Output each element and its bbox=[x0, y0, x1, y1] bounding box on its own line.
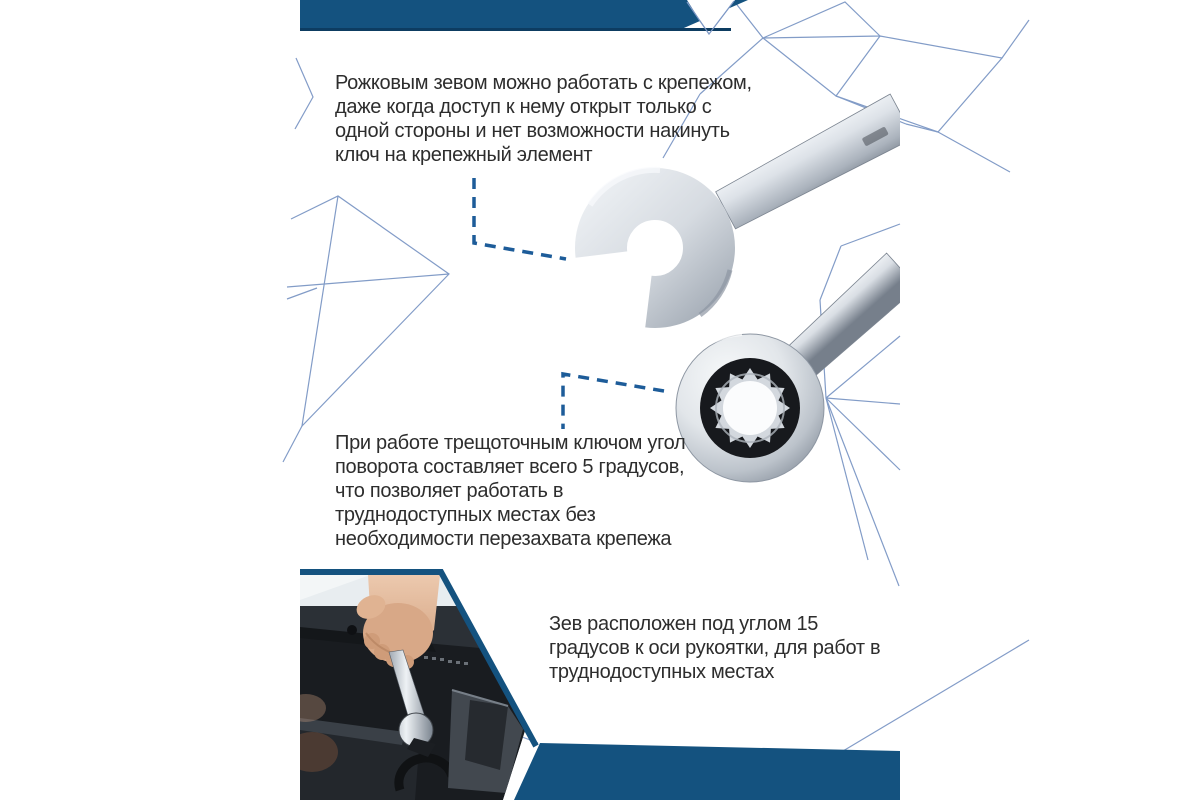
top-banner-shape bbox=[300, 0, 748, 31]
leader-line-ratchet bbox=[563, 374, 664, 429]
callout-line: одной стороны и нет возможности накинуть bbox=[335, 120, 730, 142]
callout-line: Зев расположен под углом 15 bbox=[549, 613, 819, 635]
callout-open-jaw-text bbox=[335, 71, 752, 167]
workshop-photo bbox=[286, 572, 536, 800]
callout-ratchet-text bbox=[335, 431, 685, 551]
top-banner bbox=[300, 0, 748, 35]
callout-offset-head-text bbox=[549, 612, 880, 684]
callout-line: При работе трещоточным ключом угол bbox=[335, 432, 686, 454]
callout-line: поворота составляет всего 5 градусов, bbox=[335, 456, 685, 478]
callout-line: градусов к оси рукоятки, для работ в bbox=[549, 637, 881, 659]
callout-line: труднодоступных местах bbox=[549, 661, 775, 683]
callout-line: что позволяет работать в bbox=[335, 480, 564, 502]
callout-line: Рожковым зевом можно работать с крепежом, bbox=[335, 72, 752, 94]
callout-line: ключ на крепежный элемент bbox=[335, 144, 593, 166]
callout-line: даже когда доступ к нему открыт только с bbox=[335, 96, 712, 118]
callout-line: необходимости перезахвата крепежа bbox=[335, 528, 672, 550]
callout-line: труднодоступных местах без bbox=[335, 504, 596, 526]
leader-line-open-jaw bbox=[474, 178, 566, 259]
bottom-banner bbox=[514, 743, 900, 800]
